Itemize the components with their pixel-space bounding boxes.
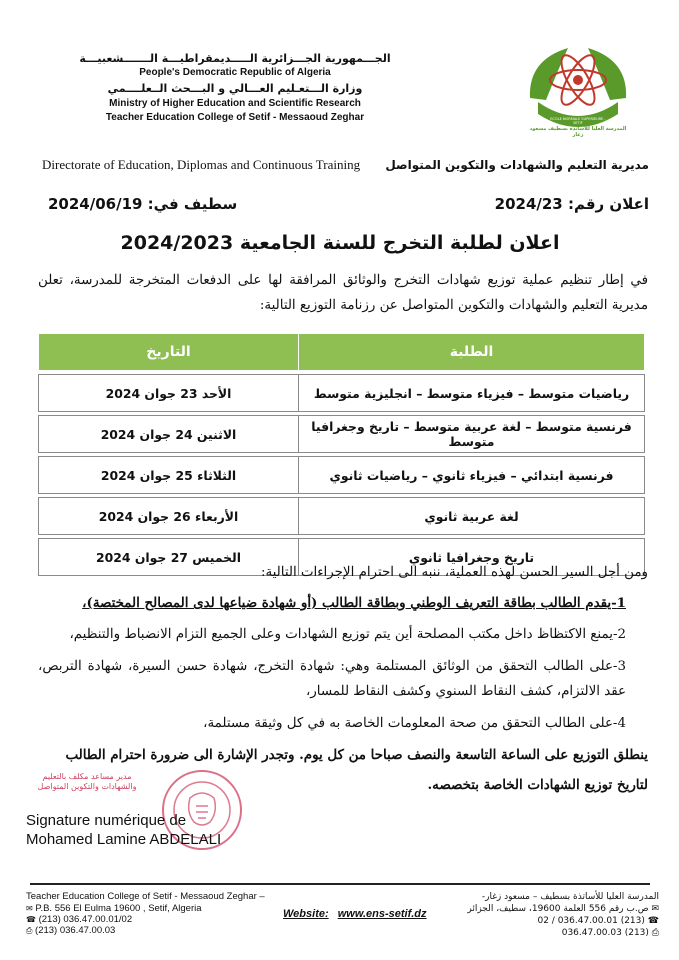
mailbox-icon: ✉ bbox=[26, 904, 33, 913]
page-title: اعلان لطلبة التخرج للسنة الجامعية 2024/2023 bbox=[120, 232, 560, 254]
table-cell-date: الأربعاء 26 جوان 2024 bbox=[39, 498, 299, 535]
website-link[interactable]: www.ens-setif.dz bbox=[337, 908, 427, 920]
header-republic-en: People's Democratic Republic of Algeria bbox=[139, 67, 331, 78]
table-cell-date: الخميس 27 جوان 2024 bbox=[39, 539, 299, 576]
table-cell-students: رياضيات متوسط – فيزياء متوسط – انجليزية متوسط bbox=[299, 375, 645, 412]
mailbox-icon: ✉ bbox=[651, 904, 659, 914]
procedure-item-4: 4-على الطالب التحقق من صحة المعلومات الخاصة به في كل وثيقة مستلمة، bbox=[203, 716, 626, 731]
phone-icon: ☎ bbox=[26, 915, 36, 924]
directorate-en: Directorate of Education, Diplomas and Continuous Training bbox=[42, 157, 361, 172]
table-row bbox=[39, 498, 645, 535]
column-header-date: التاريخ bbox=[39, 334, 299, 371]
header-ministry-ar: وزارة الـــتعـليم العـــالي و البـــحث الــعلــــمي bbox=[107, 82, 363, 95]
website-label: Website: bbox=[283, 908, 329, 920]
fax-icon: ⎙ bbox=[26, 926, 33, 935]
table-header-row bbox=[39, 334, 645, 371]
footer-phone-en: ☎ (213) 036.47.00.01/02 bbox=[26, 914, 133, 925]
table-cell-date: الأحد 23 جوان 2024 bbox=[39, 375, 299, 412]
distribution-table bbox=[38, 333, 645, 576]
table-row bbox=[39, 416, 645, 453]
logo-text: ENS bbox=[567, 104, 589, 116]
procedure-item-1: 1-يقدم الطالب بطاقة التعريف الوطني وبطاقة الطالب (أو شهادة ضياعها لدى المصالح المختصة)، bbox=[82, 595, 626, 611]
footer-phone-ar: ☎ (213) 036.47.00.01 / 02 bbox=[537, 916, 659, 926]
college-logo bbox=[518, 40, 638, 140]
table-cell-students: فرنسية ابتدائي – فيزياء ثانوي – رياضيات ثانوي bbox=[299, 457, 645, 494]
stamp-caption: مدير مساعد مكلف بالتعليم والشهادات والتكوين المتواصل bbox=[37, 772, 137, 791]
table-row bbox=[39, 375, 645, 412]
closing-note: ينطلق التوزيع على الساعة التاسعة والنصف صباحا من كل يوم. وتجدر الإشارة الى ضرورة احترام الطالب لتاريخ توزيع الشهادات الخاصة بتخصصه. bbox=[65, 747, 648, 793]
phone-icon: ☎ bbox=[647, 916, 659, 926]
table-cell-date: الثلاثاء 25 جوان 2024 bbox=[39, 457, 299, 494]
table-cell-students: تاريخ وجغرافيا ثانوي bbox=[299, 539, 645, 576]
header-ministry-en: Ministry of Higher Education and Scientific Research bbox=[109, 98, 361, 109]
footer-divider bbox=[30, 883, 650, 885]
table-row bbox=[39, 457, 645, 494]
footer-name-ar: المدرسة العليا للأساتذة بسطيف – مسعود زغار- bbox=[481, 892, 659, 902]
header-college-en: Teacher Education College of Setif - Messaoud Zeghar bbox=[105, 112, 365, 123]
header-republic-ar: الجـــمهورية الجـــزائرية الـــــديمقراطيـــة الـــــــشعبيـــة bbox=[79, 52, 391, 65]
announcement-date: سطيف في: 2024/06/19 bbox=[48, 195, 238, 213]
signature-line-2: Mohamed Lamine ABDELALI bbox=[26, 831, 222, 848]
fax-icon: ⎙ bbox=[651, 928, 659, 938]
footer-address-ar: ✉ ص.ب رقم 556 العلمة 19600، سطيف، الجزائر bbox=[467, 904, 659, 914]
announcement-number: اعلان رقم: 2024/23 bbox=[494, 195, 649, 213]
procedure-item-3: 3-على الطالب التحقق من الوثائق المستلمة وهي: شهادة التخرج، شهادة حسن السيرة، شهادة التربص، عقد الالتزام، كشف النقاط السنوي وكشف النقاط للمسار، bbox=[38, 659, 626, 699]
table-cell-date: الاثنين 24 جوان 2024 bbox=[39, 416, 299, 453]
footer-address-en: ✉ P.B. 556 El Eulma 19600 , Setif, Algeria bbox=[26, 903, 202, 914]
procedure-item-2: 2-يمنع الاكتظاظ داخل مكتب المصلحة أين يتم توزيع الشهادات وعلى الجميع التزام الانضباط والتنظيم، bbox=[69, 627, 626, 642]
directorate-ar: مديرية التعليم والشهادات والتكوين المتواصل bbox=[385, 158, 649, 172]
table-cell-students: فرنسية متوسط – لغة عربية متوسط – تاريخ وجغرافيا متوسط bbox=[299, 416, 645, 453]
footer-fax-en: ⎙ (213) 036.47.00.03 bbox=[26, 925, 116, 936]
logo-subtitle: ECOLE NORMALE SUPERIEURE - SETIF bbox=[550, 117, 606, 125]
footer-fax-ar: ⎙ (213) 036.47.00.03 bbox=[561, 928, 659, 938]
procedures-intro: ومن أجل السير الحسن لهذه العملية، ننبه الى احترام الإجراءات التالية: bbox=[260, 565, 648, 580]
column-header-students: الطلبة bbox=[299, 334, 645, 371]
signature-line-1: Signature numérique de bbox=[26, 812, 187, 829]
intro-paragraph: في إطار تنظيم عملية توزيع شهادات التخرج والوثائق المرافقة لها على الدفعات المتخرجة للمدرسة، تعلن مديرية التعليم والشهادات والتكوين المتواصل عن رزنامة التوزيع التالية: bbox=[38, 273, 648, 313]
footer-name-en: Teacher Education College of Setif - Messaoud Zeghar – bbox=[26, 891, 265, 902]
logo-ring-text: المدرسة العليا للأساتذة بسطيف مسعود زغار bbox=[529, 126, 627, 138]
website-row bbox=[283, 909, 427, 920]
table-cell-students: لغة عربية ثانوي bbox=[299, 498, 645, 535]
